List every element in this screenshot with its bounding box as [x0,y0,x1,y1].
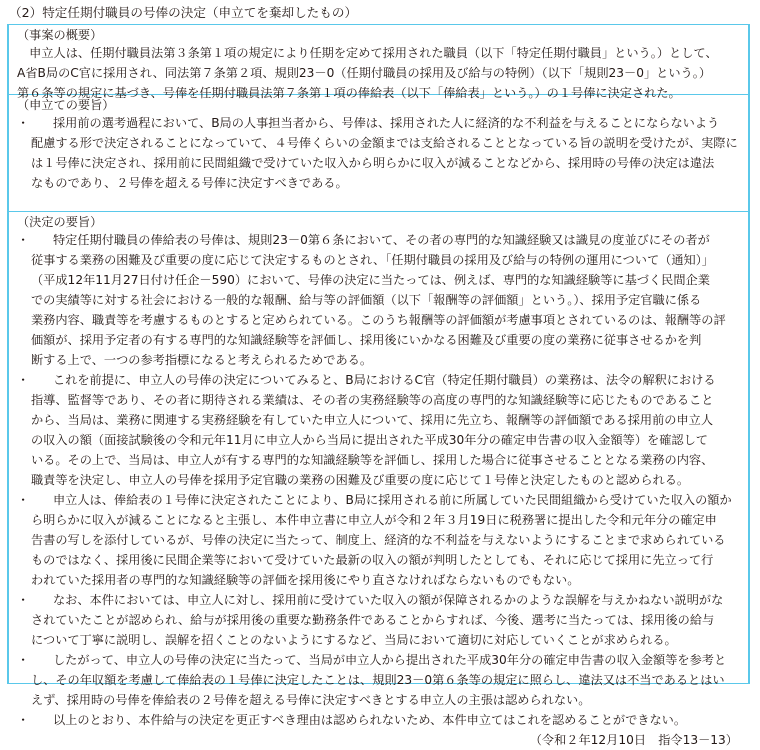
bullet-icon: ・ [17,233,30,247]
decision-line: から、当局は、業務に関連する実務経験を有していた申立人について、採用に先立ち、報酬等の評価額である採用前の申立人 [31,413,714,427]
summary-line: A省B局のC官に採用され、同法第７条第２項、規則23－0（任期付職員の採用及び給与の特例）（以下「規則23－0」という。） [17,66,712,80]
decision-line: での実績等に対する社会における一般的な報酬、給与等の評価額（以下「報酬等の評価額」という。）、採用予定官職に係る [31,293,702,307]
decision-line: えず、採用時の号俸を俸給表の２号俸を超える号俸に決定すべきとする申立人の主張は認められない。 [31,693,591,707]
decision-item [17,370,744,490]
case-box [7,24,750,747]
bullet-icon: ・ [17,653,30,667]
claim-line: なものであり、２号俸を超える号俸に決定すべきである。 [31,176,348,190]
claim-item [17,113,744,193]
decision-item [17,650,744,710]
section-heading: （2）特定任期付職員の号俸の決定（申立てを棄却したもの） [9,5,358,20]
decision-line: いる。その上で、当局は、申立人が有する専門的な知識経験等を評価し、採用した場合に従事させることとなる業務の内容、 [31,453,714,467]
bullet-icon: ・ [17,116,30,130]
decision-line: し、その年収額を考慮して俸給表の１号俸に決定したことは、規則23－0第６条等の規定に照らし、違法又は不当であるとはい [31,673,725,687]
decision-item [17,490,744,590]
decision-summary-section [9,212,748,747]
decision-line: 職責等を決定し、申立人の号俸を採用予定官職の業務の困難及び重要の度に応じて１号俸と決定したものと認められる。 [31,473,690,487]
summary-line: 申立人は、任期付職員法第３条第１項の規定により任期を定めて採用された職員（以下「特定任期付職員」という。）として、 [17,46,718,60]
decision-line: 指導、監督等であり、その者に期待される業績は、その者の実務経験等の高度の専門的な知識経験等に応じたものであること [31,393,714,407]
decision-line: （平成12年11月27日付け任企－590）において、号俸の決定に当たっては、例えば、専門的な知識経験等に基づく民間企業 [31,273,710,287]
decision-line: 業務内容、職責等を考慮するものとすると定められている。このうち報酬等の評価額が考慮事項とされているのは、報酬等の評 [31,313,726,327]
case-summary-section [9,25,748,100]
decision-line: ものではなく、採用後に民間企業等において受けていた最新の収入の額が判明したとしても、それに応じて採用に先立って行 [31,553,714,567]
decision-line: われていた採用者の専門的な知識経験等の評価を採用後にやり直さなければならないものでもない。 [31,573,580,587]
claim-line: は１号俸に決定され、採用前に民間組織で受けていた収入から明らかに収入が減ることなどから、採用時の号俸の決定は違法 [31,156,715,170]
decision-line: 以上のとおり、本件給与の決定を更正すべき理由は認められないため、本件申立てはこれを認めることができない。 [53,713,687,727]
decision-line: 断する上で、一つの参考指標になると考えられるためである。 [31,353,373,367]
claim-line: 配慮する形で決定されることになっていて、４号俸くらいの金額までは支給されることとなっている旨の説明を受けたが、実際に [31,136,738,150]
decision-summary-title: （決定の要旨） [17,215,103,229]
decision-line: したがって、申立人の号俸の決定に当たって、当局が申立人から提出された平成30年分の確定申告書の収入金額等を参考と [53,653,727,667]
decision-line: について丁寧に説明し、誤解を招くことのないようにするなど、当局において適切に対応していくことが求められる。 [31,633,677,647]
claim-summary-title: （申立ての要旨） [17,98,115,112]
case-summary-title: （事案の概要） [17,28,103,42]
claim-summary-section [9,95,748,212]
decision-line: なお、本件においては、申立人に対し、採用前に受けていた収入の額が保障されるかのような誤解を与えかねない説明がな [53,593,724,607]
decision-line: されていたことが認められ、給与が採用後の重要な勤務条件であることからすれば、今後、選考に当たっては、採用後の給与 [31,613,715,627]
bullet-icon: ・ [17,713,30,727]
decision-line: 従事する業務の困難及び重要の度に応じて決定するものとされ、「任期付職員の採用及び給与の特例の運用について（通知）」 [31,253,714,267]
decision-item [17,710,744,730]
decision-item [17,590,744,650]
decision-line: 価額が、採用予定者の有する専門的な知識経験等を評価し、採用後にいかなる困難及び重要の度の業務に従事させるかを判 [31,333,702,347]
decision-line: 申立人は、俸給表の１号俸に決定されたことにより、B局に採用される前に所属していた民間組織から受けていた収入の額か [53,493,732,507]
bullet-icon: ・ [17,493,30,507]
decision-line: ら明らかに収入が減ることになると主張し、本件申立書に申立人が令和２年３月19日に税務署に提出した令和元年分の確定申 [31,513,717,527]
decision-date-signature: （令和２年12月10日 指令13－13） [529,733,738,747]
decision-line: 告書の写しを添付しているが、号俸の決定に当たって、制度上、経済的な不利益を与えないようにすることまで求められている [31,533,726,547]
decision-item [17,230,744,370]
decision-line: の収入の額（面接試験後の令和元年11月に申立人から当局に提出された平成30年分の確定申告書の収入金額等）を確認して [31,433,708,447]
decision-line: 特定任期付職員の俸給表の号俸は、規則23－0第６条において、その者の専門的な知識経験又は識見の度並びにその者が [53,233,710,247]
summary-line: 第６条等の規定に基づき、号俸を任期付職員法第７条第１項の俸給表（以下「俸給表」という。）の１号俸に決定された。 [17,86,681,100]
bullet-icon: ・ [17,593,30,607]
claim-line: 採用前の選考過程において、B局の人事担当者から、号俸は、採用された人に経済的な不利益を与えることにならないよう [53,116,720,130]
bullet-icon: ・ [17,373,30,387]
decision-line: これを前提に、申立人の号俸の決定についてみると、B局におけるC官（特定任期付職員）の業務は、法令の解釈における [53,373,716,387]
